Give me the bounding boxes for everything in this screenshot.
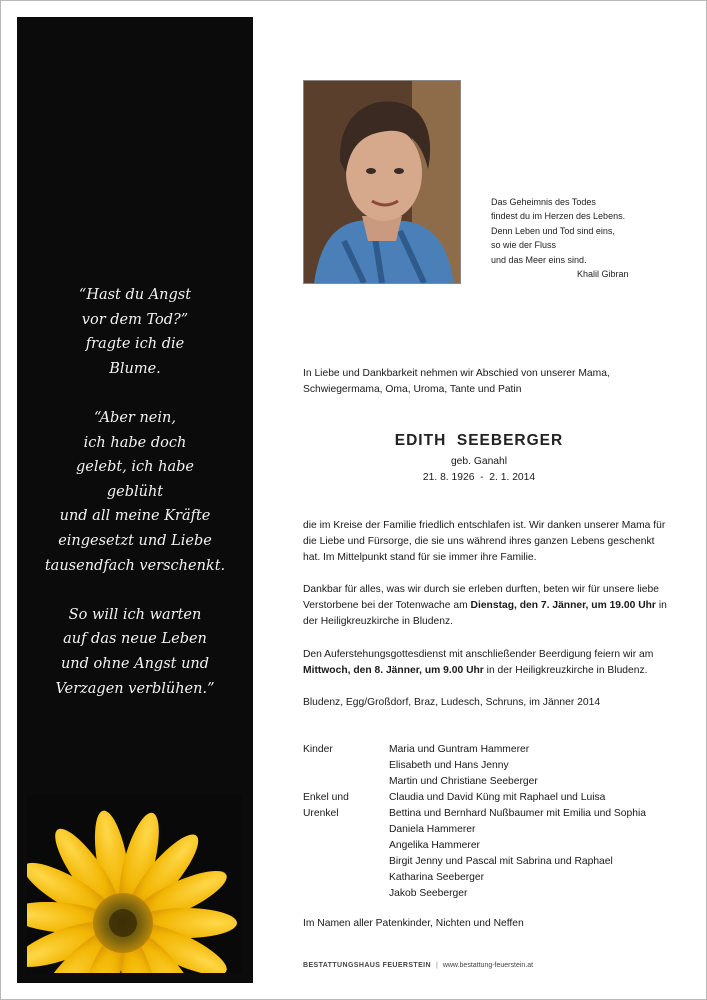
paragraph-wake — [303, 582, 673, 630]
poem-line: So will ich warten — [68, 606, 202, 623]
poem-line: tausendfach verschenkt. — [44, 557, 226, 574]
family-row — [303, 742, 673, 758]
poem-line: “Aber nein, — [94, 409, 176, 426]
paragraph-places: Bludenz, Egg/Großdorf, Braz, Ludesch, Schruns, im Jänner 2014 — [303, 696, 601, 708]
quote-line: so wie der Fluss — [491, 240, 557, 251]
announcement-body — [303, 518, 673, 727]
family-label — [303, 774, 389, 790]
intro-text: In Liebe und Dankbarkeit nehmen wir Abschied von unserer Mama, Schwiegermama, Oma, Uroma, Tante und Patin — [303, 368, 610, 395]
wake-place: in der Heiligkreuzkirche in Bludenz. — [303, 600, 667, 628]
quote-line: findest du im Herzen des Lebens. — [491, 211, 626, 222]
poem-stanza-3 — [17, 603, 253, 701]
life-dates: 21. 8. 1926 - 2. 1. 2014 — [422, 472, 536, 483]
family-row — [303, 774, 673, 790]
birth-name: geb. Ganahl — [450, 456, 508, 467]
family-name: Katharina Seeberger — [389, 872, 485, 884]
paragraph-death: die im Kreise der Familie friedlich entschlafen ist. Wir danken unserer Mama für die Liebe und Fürsorge, die sie uns während ihres ganzen Lebens geschenkt hat. Im Mittelpunkt stand für sie immer ihre Familie. — [303, 520, 666, 564]
family-label — [303, 854, 389, 870]
family-row — [303, 806, 673, 822]
poem-line: ich habe doch — [83, 434, 187, 451]
wake-text: Dankbar für alles, was wir durch sie erleben durften, beten wir für unsere liebe Verstorbene bei der Totenwache am — [303, 584, 659, 612]
gibran-quote — [491, 195, 629, 281]
quote-author: Khalil Gibran — [577, 269, 629, 280]
black-sidebar — [17, 17, 253, 983]
poem-line: “Hast du Angst — [78, 287, 192, 303]
funeral-home-name: BESTATTUNGSHAUS FEUERSTEIN — [303, 962, 431, 969]
poem — [17, 283, 253, 726]
poem-line: und ohne Angst und — [60, 655, 210, 672]
family-label: Kinder — [303, 744, 333, 755]
poem-line: geblüht — [106, 483, 164, 500]
portrait-photo — [303, 80, 461, 284]
paragraph-funeral — [303, 647, 673, 679]
funeral-text: Den Auferstehungsgottesdienst mit anschließender Beerdigung feiern wir am — [303, 648, 654, 660]
family-label — [303, 838, 389, 854]
closing-line: Im Namen aller Patenkinder, Nichten und Neffen — [303, 918, 524, 929]
poem-line: und all meine Kräfte — [59, 508, 211, 525]
deceased-name: EDITH SEEBERGER — [394, 432, 564, 449]
family-name: Jakob Seeberger — [389, 888, 468, 900]
family-name: Elisabeth und Hans Jenny — [389, 760, 509, 772]
portrait-icon — [304, 81, 460, 283]
poem-line: vor dem Tod?” — [81, 311, 189, 328]
family-label: Enkel und — [303, 792, 349, 804]
footer-separator: | — [435, 962, 438, 969]
quote-line: und das Meer eins sind. — [491, 254, 587, 265]
family-name: Daniela Hammerer — [389, 824, 476, 836]
family-list — [303, 742, 673, 902]
poem-stanza-1 — [17, 283, 253, 381]
family-name: Maria und Guntram Hammerer — [389, 744, 530, 755]
family-name: Claudia und David Küng mit Raphael und Luisa — [389, 792, 606, 804]
wake-date: Dienstag, den 7. Jänner, um 19.00 Uhr — [470, 600, 656, 612]
family-name: Bettina und Bernhard Nußbaumer mit Emilia und Sophia — [389, 808, 646, 820]
poem-line: Blume. — [109, 360, 161, 377]
family-name: Martin und Christiane Seeberger — [389, 776, 538, 788]
family-label — [303, 870, 389, 886]
poem-line: Verzagen verblühen.” — [55, 680, 215, 697]
poem-line: eingesetzt und Liebe — [58, 532, 212, 549]
family-row — [303, 854, 673, 870]
family-row — [303, 758, 673, 774]
quote-line: Denn Leben und Tod sind eins, — [491, 225, 615, 236]
family-label — [303, 822, 389, 838]
family-row — [303, 822, 673, 838]
poem-line: fragte ich die — [85, 336, 185, 353]
footer-website-link[interactable]: www.bestattung-feuerstein.at — [442, 962, 534, 969]
poem-line: auf das neue Leben — [63, 631, 207, 648]
family-label: Urenkel — [303, 808, 339, 820]
family-row — [303, 886, 673, 902]
quote-line: Das Geheimnis des Todes — [491, 197, 596, 207]
family-name: Angelika Hammerer — [389, 840, 480, 852]
poem-stanza-2 — [17, 406, 253, 578]
poem-line: gelebt, ich habe — [76, 459, 194, 476]
sunflower-image — [27, 795, 243, 973]
flower-icon — [27, 795, 243, 973]
funeral-date: Mittwoch, den 8. Jänner, um 9.00 Uhr — [303, 664, 484, 676]
family-label — [303, 886, 389, 902]
family-row — [303, 790, 673, 806]
family-label — [303, 758, 389, 774]
family-row — [303, 838, 673, 854]
footer — [303, 962, 533, 969]
family-name: Birgit Jenny und Pascal mit Sabrina und Raphael — [389, 856, 613, 868]
funeral-place: in der Heiligkreuzkirche in Bludenz. — [483, 664, 648, 676]
family-row — [303, 870, 673, 886]
